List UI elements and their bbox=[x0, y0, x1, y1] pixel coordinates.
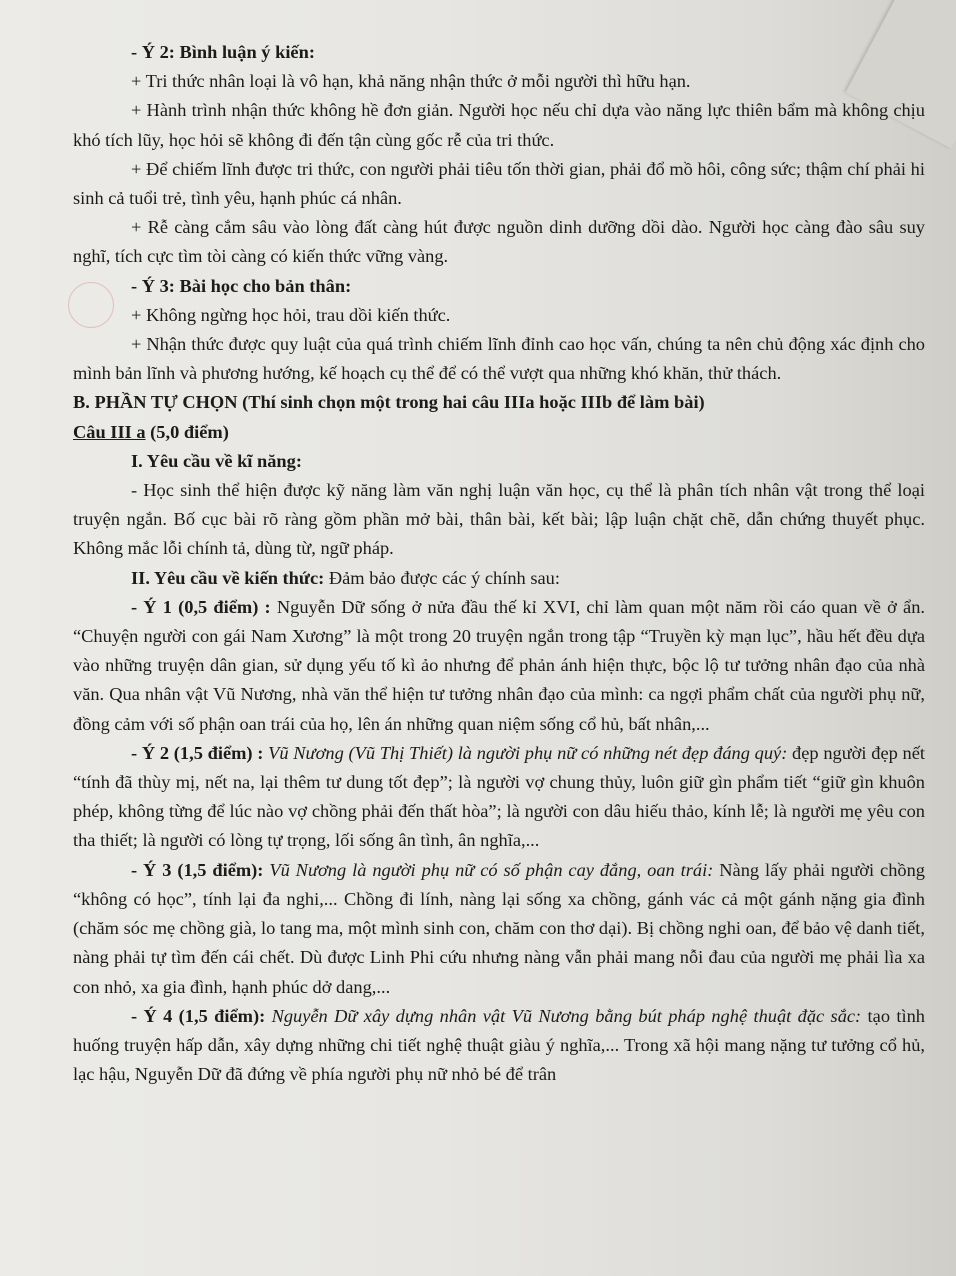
y2-point-1: + Tri thức nhân loại là vô hạn, khả năng nhận thức ở mỗi người thì hữu hạn. bbox=[131, 71, 691, 92]
skill-heading: I. Yêu cầu về kĩ năng: bbox=[131, 450, 302, 471]
y3-point-2: + Nhận thức được quy luật của quá trình chiếm lĩnh đỉnh cao học vấn, chúng ta nên chủ động xác định cho mình bản lĩnh và phương hướng, kế hoạch cụ thể để có thể vượt qua những khó khăn, thử thách. bbox=[73, 334, 925, 384]
k2-paragraph bbox=[73, 739, 925, 856]
y3-heading: - Ý 3: Bài học cho bản thân: bbox=[131, 275, 352, 296]
knowledge-rest: Đảm bảo được các ý chính sau: bbox=[324, 567, 560, 588]
question-heading bbox=[73, 418, 925, 447]
k3-body: Nàng lấy phải người chồng “không có học”, tính lại đa nghi,... Chồng đi lính, nàng lại sống xa chồng, gánh vác cả một gánh nặng gia đình (chăm sóc mẹ chồng già, lo tang ma, một mình sinh con, chăm con thơ dại). Bị chồng nghi oan, để bảo vệ danh tiết, nàng phải tự tìm đến cái chết. Dù được Linh Phi cứu nhưng nàng vẫn phải mang nỗi đau của người mẹ phải lìa xa con nhỏ, xa gia đình, hạnh phúc dở dang,... bbox=[73, 859, 925, 997]
skill-body: - Học sinh thể hiện được kỹ năng làm văn nghị luận văn học, cụ thể là phân tích nhân vật trong thể loại truyện ngắn. Bố cục bài rõ ràng gồm phần mở bài, thân bài, kết bài; lập luận chặt chẽ, dẫn chứng thuyết phục. Không mắc lỗi chính tả, dùng từ, ngữ pháp. bbox=[73, 480, 925, 559]
k4-heading: - Ý 4 (1,5 điểm): bbox=[131, 1005, 266, 1026]
k4-body: tạo tình huống truyện hấp dẫn, xây dựng những chi tiết nghệ thuật giàu ý nghĩa,... Trong xã hội mang nặng tư tưởng cổ hủ, lạc hậu, Nguyễn Dữ đã đứng về phía người phụ nữ nhỏ bé để trân bbox=[73, 1005, 925, 1085]
question-label: Câu III a bbox=[73, 421, 146, 442]
k1-heading: - Ý 1 (0,5 điểm) : bbox=[131, 596, 271, 617]
question-score: (5,0 điểm) bbox=[145, 421, 229, 442]
k4-italic: Nguyễn Dữ xây dựng nhân vật Vũ Nương bằng bút pháp nghệ thuật đặc sắc: bbox=[265, 1005, 862, 1026]
k2-italic: Vũ Nương (Vũ Thị Thiết) là người phụ nữ có những nét đẹp đáng quý: bbox=[263, 742, 788, 763]
y3-point-1: + Không ngừng học hỏi, trau dồi kiến thức. bbox=[131, 304, 451, 325]
document-body bbox=[73, 38, 925, 1089]
y2-heading: - Ý 2: Bình luận ý kiến: bbox=[131, 42, 315, 62]
k2-body: đẹp người đẹp nết “tính đã thùy mị, nết na, lại thêm tư dung tốt đẹp”; là người vợ chung thủy, luôn giữ gìn phẩm tiết “giữ gìn khuôn phép, không từng để lúc nào vợ chồng phải đến thất hòa”; là người con dâu hiếu thảo, kính lễ; là người mẹ yêu con tha thiết; là người có lòng tự trọng, lối sống ân tình, ân nghĩa,... bbox=[73, 742, 925, 851]
y2-point-2: + Hành trình nhận thức không hề đơn giản. Người học nếu chỉ dựa vào năng lực thiên bẩm mà không chịu khó tích lũy, học hỏi sẽ không đi đến tận cùng gốc rễ của tri thức. bbox=[73, 100, 925, 150]
y2-point-3: + Để chiếm lĩnh được tri thức, con người phải tiêu tốn thời gian, phải đổ mồ hôi, công sức; thậm chí phải hi sinh cả tuổi trẻ, tình yêu, hạnh phúc cá nhân. bbox=[73, 158, 925, 209]
k3-heading: - Ý 3 (1,5 điểm): bbox=[131, 859, 264, 880]
k4-paragraph bbox=[73, 1002, 925, 1090]
k2-heading: - Ý 2 (1,5 điểm) : bbox=[131, 742, 264, 763]
k1-paragraph bbox=[73, 593, 925, 739]
k3-italic: Vũ Nương là người phụ nữ có số phận cay đắng, oan trái: bbox=[263, 859, 714, 880]
y2-point-4: + Rễ càng cắm sâu vào lòng đất càng hút được nguồn dinh dưỡng dồi dào. Người học càng đào sâu suy nghĩ, tích cực tìm tòi càng có kiến thức vững vàng. bbox=[73, 217, 925, 267]
k3-paragraph bbox=[73, 856, 925, 1002]
part-b-heading: B. PHẦN TỰ CHỌN (Thí sinh chọn một trong hai câu IIIa hoặc IIIb để làm bài) bbox=[73, 392, 705, 413]
k1-body: Nguyễn Dữ sống ở nửa đầu thế kỉ XVI, chỉ làm quan một năm rồi cáo quan về ở ẩn. “Chuyện người con gái Nam Xương” là một trong 20 truyện ngắn trong tập “Truyền kỳ mạn lục”, hầu hết đều dựa vào những truyện dân gian, sử dụng yếu tố kì ảo nhưng để phản ánh hiện thực, bộc lộ tư tưởng nhân đạo của nhà văn. Qua nhân vật Vũ Nương, nhà văn thể hiện tư tưởng nhân đạo của mình: ca ngợi phẩm chất của người phụ nữ, đồng cảm với số phận oan trái của họ, lên án những quan niệm sống cổ hủ, bất nhân,... bbox=[73, 596, 925, 734]
knowledge-title: II. Yêu cầu về kiến thức: bbox=[131, 567, 325, 588]
knowledge-heading bbox=[73, 564, 925, 593]
